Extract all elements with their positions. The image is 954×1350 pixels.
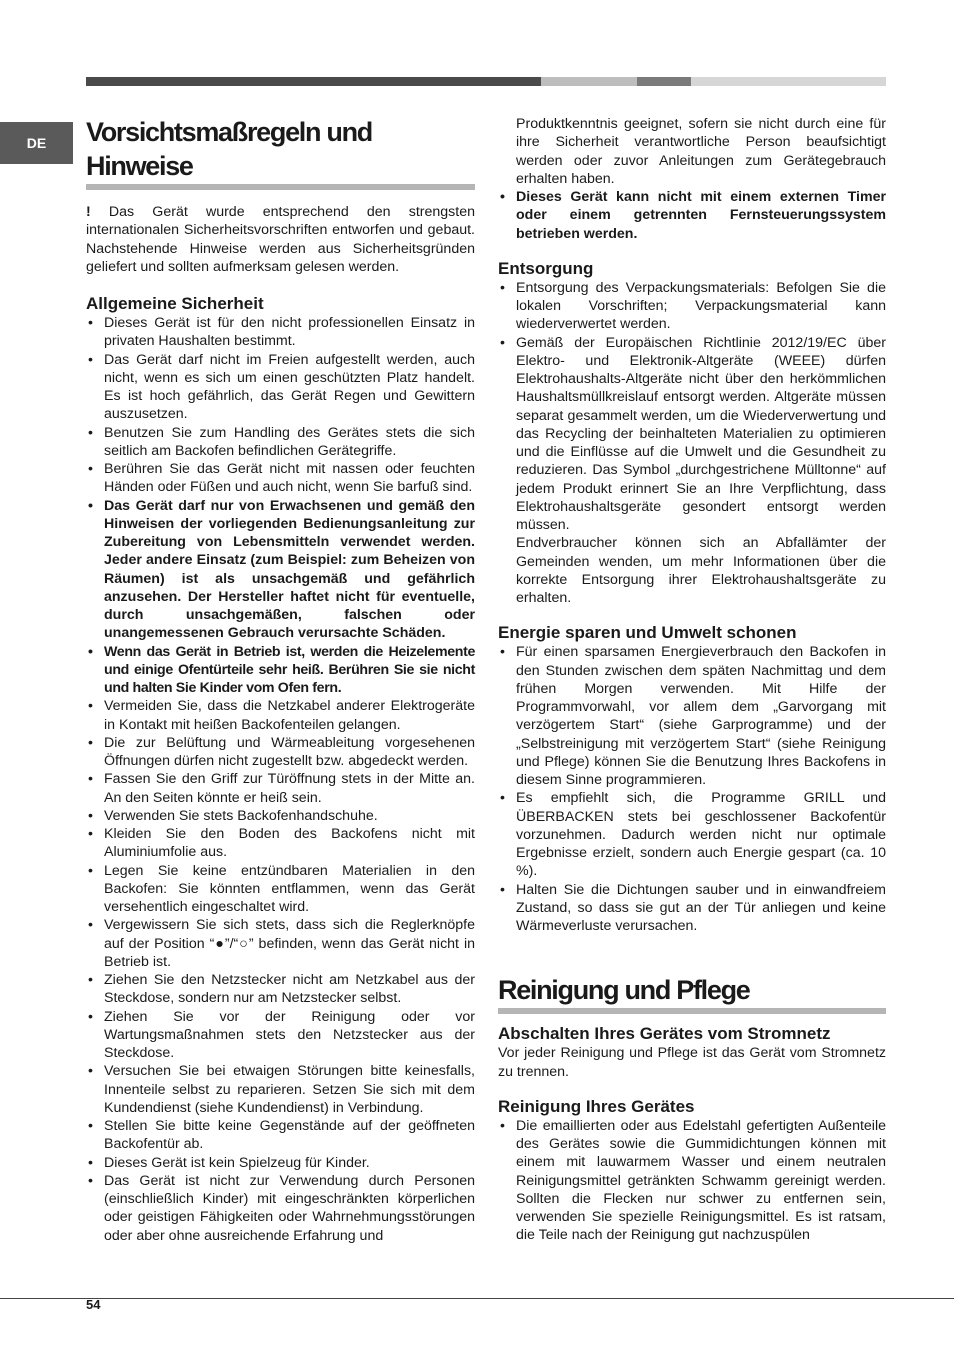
general-safety-list [86, 314, 475, 1245]
list-item: • Vermeiden Sie, dass die Netzkabel anderer Elektrogeräte in Kontakt mit heißen Backofenteilen gelangen. [86, 697, 475, 734]
language-tab: DE [0, 122, 73, 164]
section-heading-cleaning-device: Reinigung Ihres Gerätes [498, 1096, 695, 1116]
footer-rule [0, 1298, 954, 1299]
header-bar-light [541, 77, 637, 86]
timer-list [498, 188, 886, 243]
section-heading-disposal: Entsorgung [498, 258, 594, 278]
list-item: • Legen Sie keine entzündbaren Materialien in den Backofen: Sie könnten entflammen, wenn das Gerät versehentlich eingeschaltet wird. [86, 862, 475, 917]
list-item-bold: • Dieses Gerät kann nicht mit einem externen Timer oder einem getrennten Fernsteuerungssystem betrieben werden. [498, 188, 886, 243]
disposal-list [498, 279, 886, 608]
page-title: Vorsichtsmaßregeln und Hinweise [86, 115, 475, 190]
continuation-paragraph: Produktkenntnis geeignet, sofern sie nicht durch eine für ihre Sicherheit verantwortliche Person beaufsichtigt werden oder zuvor Anleitungen zum Gerätegebrauch erhalten haben. [516, 116, 886, 187]
list-item: • Fassen Sie den Griff zur Türöffnung stets in der Mitte an. An den Seiten könnte er heiß sein. [86, 770, 475, 807]
page-number: 54 [86, 1297, 101, 1312]
list-item: • Ziehen Sie vor der Reinigung oder vor Wartungsmaßnahmen stets den Netzstecker aus der Steckdose. [86, 1008, 475, 1063]
list-item: • Benutzen Sie zum Handling des Gerätes stets die sich seitlich am Backofen befindlichen Gerätegriffe. [86, 424, 475, 461]
section-heading-energy: Energie sparen und Umwelt schonen [498, 623, 797, 643]
intro-text: Das Gerät wurde entsprechend den strengsten internationalen Sicherheitsvorschriften entworfen und gebaut. Nachstehende Hinweise werden aus Sicherheitsgründen geliefert und sollten aufmerksam gelesen werden. [86, 204, 475, 275]
cleaning-list [498, 1117, 886, 1245]
list-item: • Stellen Sie bitte keine Gegenstände auf der geöffneten Backofentür ab. [86, 1117, 475, 1154]
list-item: • Die zur Belüftung und Wärmeableitung vorgesehenen Öffnungen dürfen nicht zugestellt bzw. abgedeckt werden. [86, 734, 475, 771]
list-item: • Das Gerät darf nicht im Freien aufgestellt werden, auch nicht, wenn es sich um einen geschützten Platz handelt. Es ist hoch gefährlich, das Gerät Regen und Gewittern auszusetzen. [86, 351, 475, 424]
energy-list [498, 643, 886, 935]
list-item: • Ziehen Sie den Netzstecker nicht am Netzkabel aus der Steckdose, sondern nur am Netzstecker selbst. [86, 971, 475, 1008]
section-title-cleaning: Reinigung und Pflege [498, 973, 886, 1014]
list-item: • Halten Sie die Dichtungen sauber und in einwandfreiem Zustand, so dass sie gut an der Tür anliegen und keine Wärmeverluste verursachen. [498, 881, 886, 936]
list-item: • Vergewissern Sie sich stets, dass sich die Reglerknöpfe auf der Position “●”/“○” befinden, wenn das Gerät nicht in Betrieb ist. [86, 916, 475, 971]
header-bar-dark [86, 77, 541, 86]
list-item: • Das Gerät ist nicht zur Verwendung durch Personen (einschließlich Kinder) mit eingeschränkten körperlichen oder geistigen Fähigkeiten oder Wahrnehmungsstörungen oder aber ohne ausreichende Erfahrung und [86, 1172, 475, 1245]
list-item: • Verwenden Sie stets Backofenhandschuhe. [86, 807, 475, 825]
disconnect-text: Vor jeder Reinigung und Pflege ist das Gerät vom Stromnetz zu trennen. [498, 1045, 886, 1080]
right-column [498, 115, 886, 1245]
list-item: • Berühren Sie das Gerät nicht mit nassen oder feuchten Händen oder Füßen und auch nicht, wenn Sie barfuß sind. [86, 460, 475, 497]
section-heading-disconnect: Abschalten Ihres Gerätes vom Stromnetz [498, 1024, 831, 1044]
section-heading-general-safety: Allgemeine Sicherheit [86, 294, 264, 313]
list-item: • Die emaillierten oder aus Edelstahl gefertigten Außenteile des Gerätes sowie die Gummidichtungen können mit einem mit lauwarmem Wasser und einem neutralen Reinigungsmittel getränkten Schwamm gereinigt werden. Sollten die Flecken nur schwer zu entfernen sein, verwenden Sie spezielle Reinigungsmittel. Es ist ratsam, die Teile nach der Reinigung gut nachzuspülen [498, 1117, 886, 1245]
warning-icon: ! [86, 204, 91, 220]
list-item: • Versuchen Sie bei etwaigen Störungen bitte keinesfalls, Innenteile selbst zu reparieren. Setzen Sie sich mit dem Kundendienst (siehe Kundendienst) in Verbindung. [86, 1062, 475, 1117]
list-item: • Gemäß der Europäischen Richtlinie 2012/19/EC über Elektro- und Elektronik-Altgeräte (WEEE) dürfen Elektrohaushalts-Altgeräte nicht über den herkömmlichen Haushaltsmüllkreislauf entsorgt werden. Altgeräte müssen separat gesammelt werden, um die Wiederverwertung und das Recycling der beinhalteten Materialien zu optimieren und die Einflüsse auf die Umwelt und die Gesundheit zu reduzieren. Das Symbol „durchgestrichene Mülltonne“ auf jedem Produkt erinnert Sie an Ihre Verpflichtung, dass Elektrohaushaltsgeräte gesondert entsorgt werden müssen. Endverbraucher können sich an Abfallämter der Gemeinden wenden, um mehr Informationen über die korrekte Entsorgung ihrer Elektrohaushaltsgeräte zu erhalten. [498, 334, 886, 608]
list-item: • Für einen sparsamen Energieverbrauch den Backofen in den Stunden zwischen dem späten Nachmittag und dem frühen Morgen verwenden. Mit Hilfe der Programmvorwahl, vor allem dem „Garvorgang mit verzögertem Start“ (siehe Garprogramme) und der „Selbstreinigung mit verzögertem Start“ (siehe Reinigung und Pflege) können Sie die Benutzung Ihres Backofens in diesem Sinne programmieren. [498, 643, 886, 789]
list-item-bold: • Das Gerät darf nur von Erwachsenen und gemäß den Hinweisen der vorliegenden Bedienungsanleitung zur Zubereitung von Lebensmitteln verwendet werden. Jeder andere Einsatz (zum Beispiel: zum Beheizen von Räumen) ist als unsachgemäß und gefährlich anzusehen. Der Hersteller haftet nicht für eventuelle, durch unsachgemäßen, falschen oder unangemessenen Gebrauch verursachte Schäden. [86, 497, 475, 643]
list-item: • Entsorgung des Verpackungsmaterials: Befolgen Sie die lokalen Vorschriften; Verpackungsmaterial kann wiederverwertet werden. [498, 279, 886, 334]
list-item: • Es empfiehlt sich, die Programme GRILL und ÜBERBACKEN stets bei geschlossener Backofentür vorzunehmen. Dadurch werden nicht nur optimale Ergebnisse erzielt, sondern auch Energie gespart (ca. 10 %). [498, 789, 886, 880]
list-item-bold: • Wenn das Gerät in Betrieb ist, werden die Heizelemente und einige Ofentürteile sehr heiß. Berühren Sie sie nicht und halten Sie Kinder vom Ofen fern. [86, 643, 475, 698]
intro-paragraph [86, 203, 475, 276]
list-item: • Dieses Gerät ist für den nicht professionellen Einsatz in privaten Haushalten bestimmt. [86, 314, 475, 351]
list-item: • Kleiden Sie den Boden des Backofens nicht mit Aluminiumfolie aus. [86, 825, 475, 862]
header-bar-pale [691, 77, 886, 86]
left-column [86, 115, 475, 1245]
header-bar-mid [637, 77, 691, 86]
list-item: • Dieses Gerät ist kein Spielzeug für Kinder. [86, 1154, 475, 1172]
